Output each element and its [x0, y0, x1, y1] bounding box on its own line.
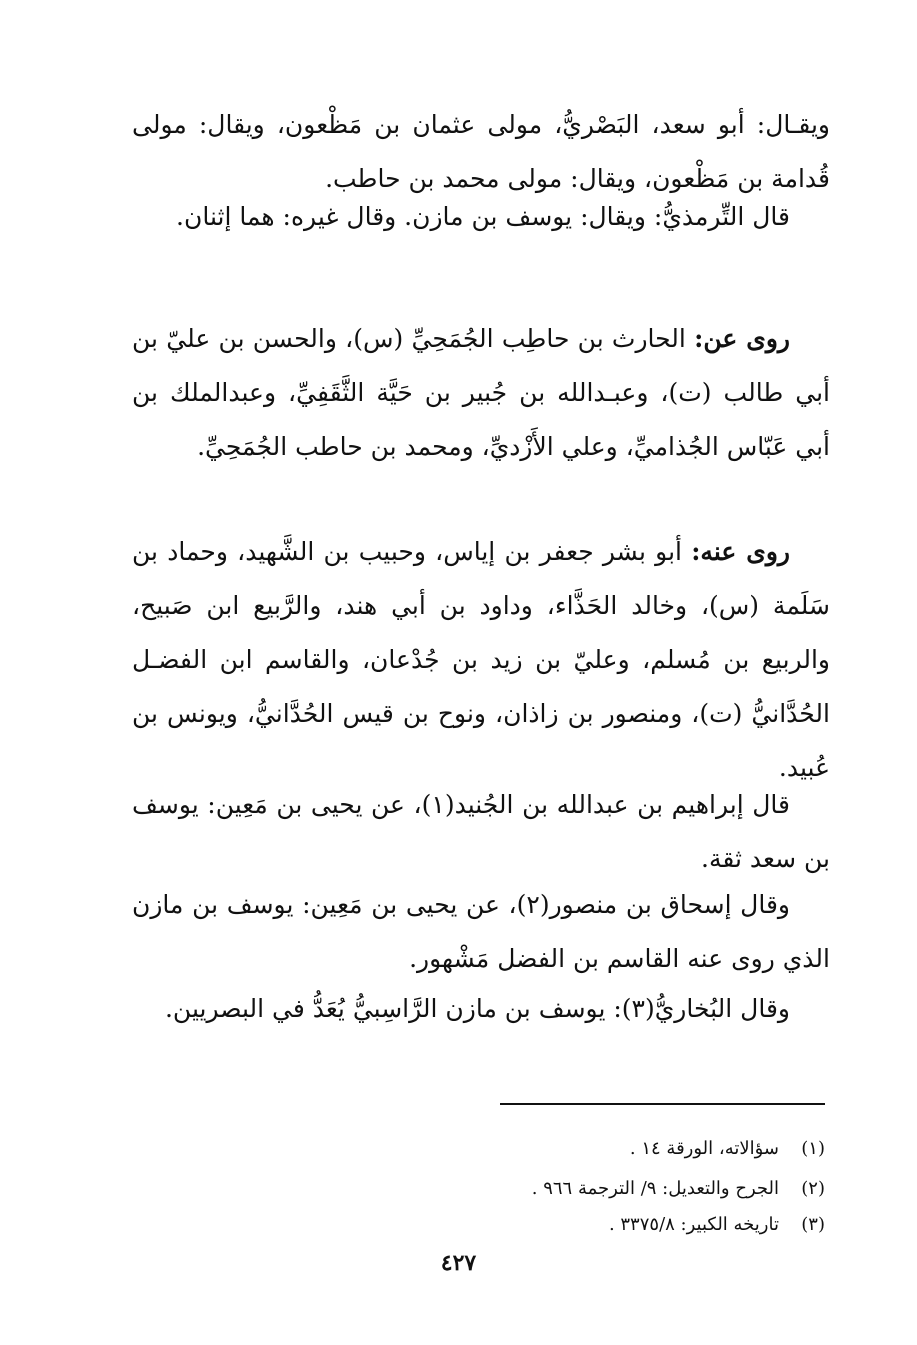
page-number: ٤٢٧ — [440, 1250, 477, 1276]
paragraph-text: أبو بشر جعفر بن إياس، وحبيب بن الشَّهيد، وحماد بن سَلَمة (س)، وخالد الحَذَّاء، وداود بن أبي هند، والرَّبيع ابن صَبيح، والربيع بن مُسلم، وعليّ بن زيد بن جُدْعان، والقاسم ابن الفضـل الحُدَّانيُّ (ت)، ومنصور بن زاذان، ونوح بن قيس الحُدَّانيُّ، ويونس بن عُبيد. — [132, 537, 830, 782]
footnote-2 — [132, 1172, 825, 1206]
paragraph-text: وقال البُخاريُّ(٣): يوسف بن مازن الرَّاسِبيُّ يُعَدُّ في البصريين. — [164, 994, 790, 1023]
paragraph-lead: روى عن: — [694, 324, 790, 353]
paragraph-narrated-from — [132, 312, 830, 474]
footnote-text: تاريخه الكبير: ٣٣٧٥/٨ . — [608, 1214, 779, 1235]
paragraph-text: ويقـال: أبو سعد، البَصْريُّ، مولى عثمان بن مَظْعون، ويقال: مولى قُدامة بن مَظْعون، ويقال: مولى محمد بن حاطب. — [132, 110, 830, 193]
footnote-text: سؤالاته، الورقة ١٤ . — [629, 1138, 779, 1159]
paragraph-narrated-by — [132, 525, 830, 795]
paragraph-lead: روى عنه: — [691, 537, 790, 566]
paragraph-text: قال التِّرمذيُّ: ويقال: يوسف بن مازن. وقال غيره: هما إثنان. — [176, 202, 790, 231]
footnote-number: (٣) — [801, 1214, 825, 1235]
paragraph-ishaq — [132, 878, 830, 986]
paragraph-ibn-junayd — [132, 778, 830, 886]
paragraph-text: قال إبراهيم بن عبدالله بن الجُنيد(١)، عن يحيى بن مَعِين: يوسف بن سعد ثقة. — [132, 790, 830, 873]
footnote-divider — [500, 1103, 825, 1105]
footnote-number: (٢) — [801, 1178, 825, 1199]
footnote-1 — [132, 1132, 825, 1166]
paragraph-text: وقال إسحاق بن منصور(٢)، عن يحيى بن مَعِين: يوسف بن مازن الذي روى عنه القاسم بن الفضل مَشْهور. — [132, 890, 830, 973]
footnote-3 — [132, 1208, 825, 1242]
paragraph-tirmidhi-note — [132, 190, 830, 244]
paragraph-bukhari — [132, 982, 830, 1036]
footnote-text: الجرح والتعديل: ٩/ الترجمة ٩٦٦ . — [531, 1178, 779, 1199]
footnote-number: (١) — [801, 1138, 825, 1159]
paragraph-text: الحارث بن حاطِب الجُمَحِيِّ (س)، والحسن بن عليّ بن أبي طالب (ت)، وعبـدالله بن جُبير بن حَيَّة الثَّقَفِيِّ، وعبدالملك بن أبي عَبّاس الجُذاميِّ، وعلي الأَزْديِّ، ومحمد بن حاطب الجُمَحِيِّ. — [132, 324, 830, 461]
